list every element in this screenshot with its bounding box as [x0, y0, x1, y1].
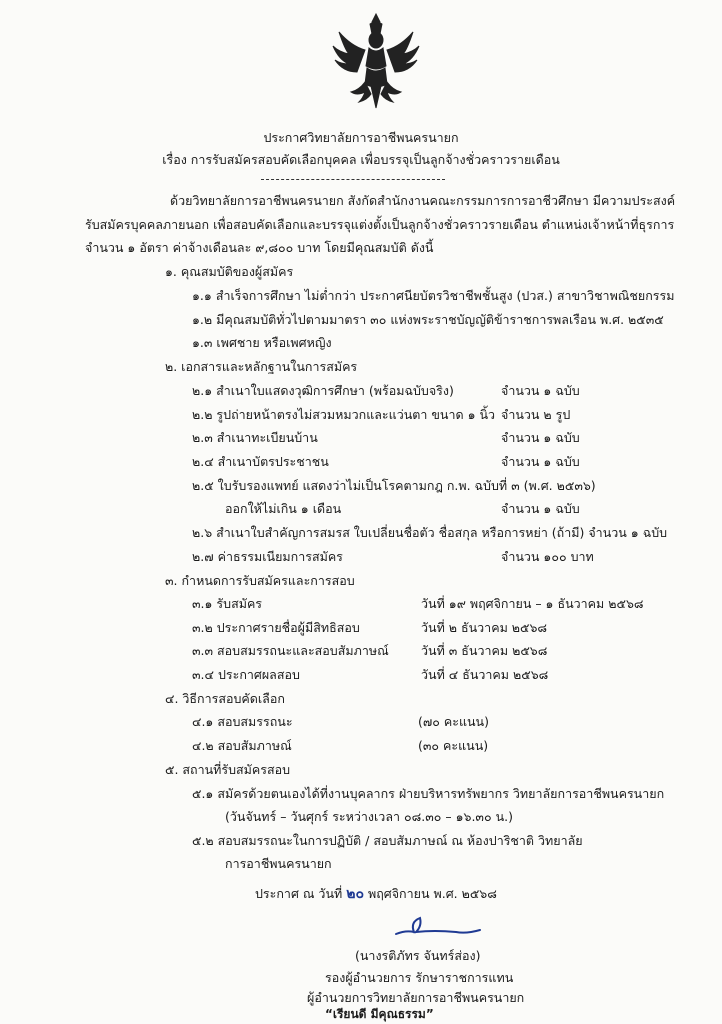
location-line: ๕.๑ สมัครด้วยตนเองได้ที่งานบุคลากร ฝ่ายบริหารทรัพยากร วิทยาลัยการอาชีพนครนายก — [192, 786, 665, 801]
document-quantity: จำนวน ๑ ฉบับ — [501, 501, 580, 516]
document-item: ๒.๗ ค่าธรรมเนียมการสมัคร — [192, 549, 343, 564]
document-item-continued: ออกให้ไม่เกิน ๑ เดือน — [225, 501, 342, 516]
schedule-date: วันที่ ๑๙ พฤศจิกายน – ๑ ธันวาคม ๒๕๖๘ — [421, 596, 644, 611]
exam-method-item: ๔.๒ สอบสัมภาษณ์ — [192, 738, 292, 753]
intro-line-2: รับสมัครบุคคลภายนอก เพื่อสอบคัดเลือกและบรรจุแต่งตั้งเป็นลูกจ้างชั่วคราวรายเดือน ตำแหน่งเจ้าหน้าที่ธุรการ — [85, 217, 675, 232]
college-motto: “เรียนดี มีคุณธรรม” — [325, 1007, 434, 1021]
document-item: ๒.๑ สำเนาใบแสดงวุฒิการศึกษา (พร้อมฉบับจริง) — [192, 383, 454, 398]
location-line: การอาชีพนครนายก — [225, 856, 332, 871]
section-1-item: ๑.๓ เพศชาย หรือเพศหญิง — [192, 335, 332, 350]
schedule-item: ๓.๓ สอบสมรรถนะและสอบสัมภาษณ์ — [192, 643, 389, 658]
location-line: ๕.๒ สอบสมรรถนะในการปฏิบัติ / สอบสัมภาษณ์ ณ ห้องปาริชาติ วิทยาลัย — [192, 833, 583, 848]
title-divider — [261, 179, 445, 180]
document-item: ๒.๖ สำเนาใบสำคัญการสมรส ใบเปลี่ยนชื่อตัว ชื่อสกุล หรือการหย่า (ถ้ามี) จำนวน ๑ ฉบับ — [192, 525, 668, 540]
signer-name: (นางรติภัทร จันทร์ส่อง) — [355, 948, 481, 963]
document-quantity: จำนวน ๑ ฉบับ — [501, 454, 580, 469]
section-2-heading: ๒. เอกสารและหลักฐานในการสมัคร — [165, 359, 358, 374]
announce-date-prefix: ประกาศ ณ วันที่ — [255, 886, 343, 901]
document-quantity: จำนวน ๑๐๐ บาท — [501, 549, 594, 564]
signature-mark — [386, 912, 496, 942]
intro-line-1: ด้วยวิทยาลัยการอาชีพนครนายก สังกัดสำนักงานคณะกรรมการการอาชีวศึกษา มีความประสงค์ — [170, 193, 676, 208]
document-quantity: จำนวน ๒ รูป — [501, 407, 571, 422]
signer-position: รองผู้อำนวยการ รักษาราชการแทน — [325, 970, 514, 985]
section-5-heading: ๕. สถานที่รับสมัครสอบ — [165, 762, 291, 777]
announce-date-suffix: พฤศจิกายน พ.ศ. ๒๕๖๘ — [367, 886, 497, 901]
document-quantity: จำนวน ๑ ฉบับ — [501, 430, 580, 445]
signer-position-2: ผู้อำนวยการวิทยาลัยการอาชีพนครนายก — [307, 990, 525, 1005]
section-1-heading: ๑. คุณสมบัติของผู้สมัคร — [165, 264, 294, 279]
document-item: ๒.๓ สำเนาทะเบียนบ้าน — [192, 430, 318, 445]
document-item: ๒.๔ สำเนาบัตรประชาชน — [192, 454, 329, 469]
section-4-heading: ๔. วิธีการสอบคัดเลือก — [165, 691, 285, 706]
document-item: ๒.๕ ใบรับรองแพทย์ แสดงว่าไม่เป็นโรคตามกฎ ก.พ. ฉบับที่ ๓ (พ.ศ. ๒๕๓๖) — [192, 478, 596, 493]
location-line: (วันจันทร์ – วันศุกร์ ระหว่างเวลา ๐๘.๓๐ – ๑๖.๓๐ น.) — [225, 809, 513, 824]
announcement-title: ประกาศวิทยาลัยการอาชีพนครนายก — [263, 130, 459, 145]
section-1-item: ๑.๒ มีคุณสมบัติทั่วไปตามมาตรา ๓๐ แห่งพระราชบัญญัติข้าราชการพลเรือน พ.ศ. ๒๕๓๕ — [192, 312, 664, 327]
intro-line-3: จำนวน ๑ อัตรา ค่าจ้างเดือนละ ๙,๘๐๐ บาท โดยมีคุณสมบัติ ดังนี้ — [85, 240, 434, 255]
schedule-date: วันที่ ๔ ธันวาคม ๒๕๖๘ — [421, 667, 549, 682]
announcement-date — [255, 887, 497, 901]
garuda-emblem-icon — [331, 12, 421, 112]
section-3-heading: ๓. กำหนดการรับสมัครและการสอบ — [165, 573, 355, 588]
exam-score: (๗๐ คะแนน) — [418, 714, 489, 729]
section-1-item: ๑.๑ สำเร็จการศึกษา ไม่ต่ำกว่า ประกาศนียบัตรวิชาชีพชั้นสูง (ปวส.) สาขาวิชาพณิชยกรรม — [192, 288, 675, 303]
schedule-item: ๓.๔ ประกาศผลสอบ — [192, 667, 300, 682]
announce-day-handwritten: ๒๐ — [346, 886, 364, 902]
document-quantity: จำนวน ๑ ฉบับ — [501, 383, 580, 398]
document-item: ๒.๒ รูปถ่ายหน้าตรงไม่สวมหมวกและแว่นตา ขนาด ๑ นิ้ว — [192, 407, 496, 422]
announcement-subject: เรื่อง การรับสมัครสอบคัดเลือกบุคคล เพื่อบรรจุเป็นลูกจ้างชั่วคราวรายเดือน — [162, 152, 560, 167]
exam-score: (๓๐ คะแนน) — [418, 738, 489, 753]
exam-method-item: ๔.๑ สอบสมรรถนะ — [192, 714, 293, 729]
schedule-date: วันที่ ๒ ธันวาคม ๒๕๖๘ — [421, 620, 548, 635]
schedule-date: วันที่ ๓ ธันวาคม ๒๕๖๘ — [421, 643, 548, 658]
schedule-item: ๓.๒ ประกาศรายชื่อผู้มีสิทธิสอบ — [192, 620, 360, 635]
schedule-item: ๓.๑ รับสมัคร — [192, 596, 263, 611]
